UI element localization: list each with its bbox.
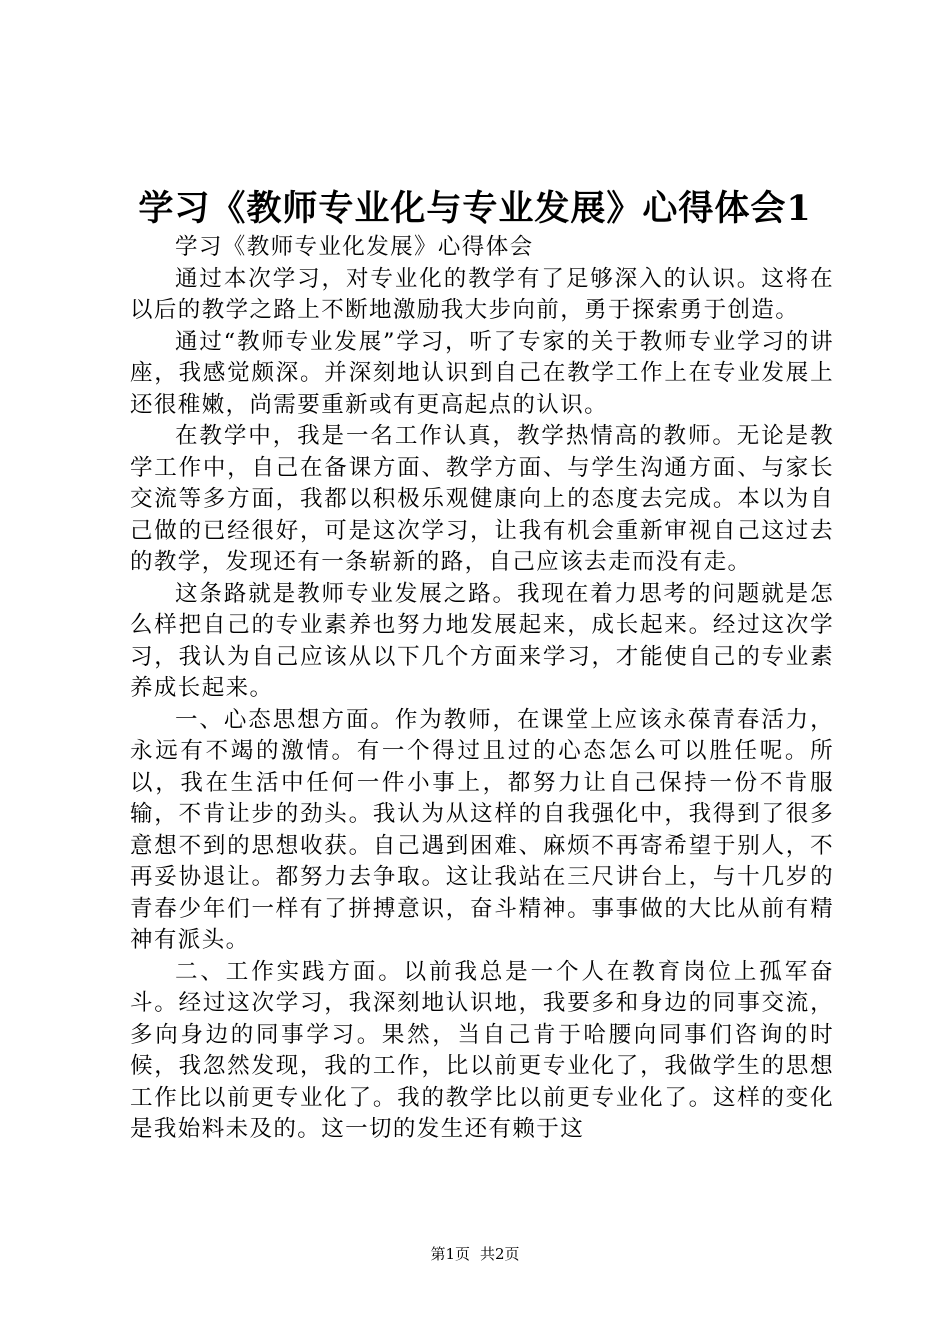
paragraph-2: 通过“教师专业发展”学习，听了专家的关于教师专业学习的讲座，我感觉颇深。并深刻地认识到自己在教学工作上在专业发展上还很稚嫩，尚需要重新或有更高起点的认识。 bbox=[130, 328, 834, 418]
page-number-current: 第1页 bbox=[430, 1245, 470, 1263]
paragraph-6: 二、工作实践方面。以前我总是一个人在教育岗位上孤军奋斗。经过这次学习，我深刻地认识地，我要多和身边的同事交流，多向身边的同事学习。果然，当自己肯于哈腰向同事们咨询的时候，我忽然发现，我的工作，比以前更专业化了，我做学生的思想工作比以前更专业化了。我的教学比以前更专业化了。这样的变化是我始料未及的。这一切的发生还有赖于这 bbox=[130, 958, 834, 1142]
document-title: 学习《教师专业化与专业发展》心得体会1 bbox=[138, 188, 812, 229]
document-body bbox=[130, 232, 834, 1146]
paragraph-1: 通过本次学习，对专业化的教学有了足够深入的认识。这将在以后的教学之路上不断地激励我大步向前，勇于探索勇于创造。 bbox=[130, 265, 834, 323]
paragraph-3: 在教学中，我是一名工作认真，教学热情高的教师。无论是教学工作中，自己在备课方面、教学方面、与学生沟通方面、与家长交流等多方面，我都以积极乐观健康向上的态度去完成。本以为自己做的已经很好，可是这次学习，让我有机会重新审视自己这过去的教学，发现还有一条崭新的路，自己应该去走而没有走。 bbox=[130, 423, 834, 575]
paragraph-4: 这条路就是教师专业发展之路。我现在着力思考的问题就是怎么样把自己的专业素养也努力地发展起来，成长起来。经过这次学习，我认为自己应该从以下几个方面来学习，才能使自己的专业素养成长起来。 bbox=[130, 580, 834, 701]
page-footer bbox=[0, 1244, 950, 1264]
page-number-total: 共2页 bbox=[480, 1245, 520, 1263]
paragraph-5: 一、心态思想方面。作为教师，在课堂上应该永葆青春活力，永远有不竭的激情。有一个得过且过的心态怎么可以胜任呢。所以，我在生活中任何一件小事上，都努力让自己保持一份不肯服输，不肯让步的劲头。我认为从这样的自我强化中，我得到了很多意想不到的思想收获。自己遇到困难、麻烦不再寄希望于别人，不再妥协退让。都努力去争取。这让我站在三尺讲台上，与十几岁的青春少年们一样有了拼搏意识，奋斗精神。事事做的大比从前有精神有派头。 bbox=[130, 706, 834, 953]
document-subtitle: 学习《教师专业化发展》心得体会 bbox=[175, 234, 534, 260]
